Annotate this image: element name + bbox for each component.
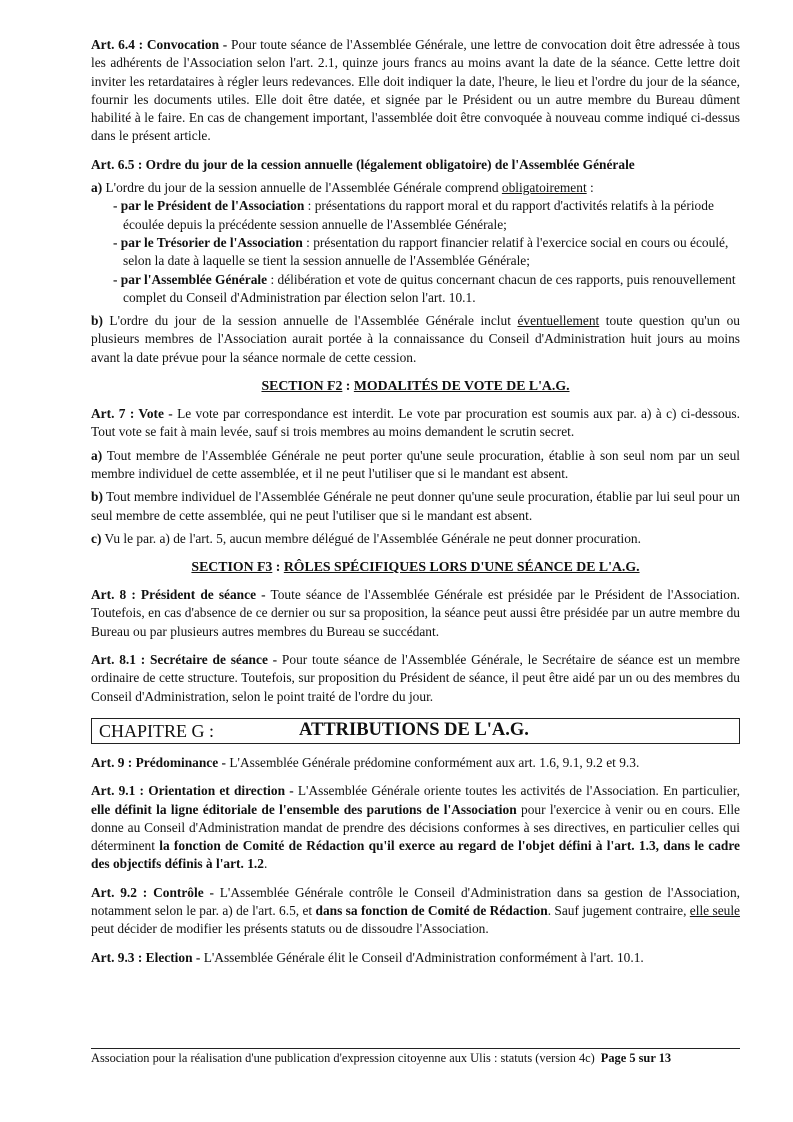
- article-9-2: [91, 884, 740, 939]
- section-label: SECTION F3: [191, 559, 273, 575]
- article-9-1: [91, 782, 740, 873]
- article-text: Pour toute séance de l'Assemblée Générale, le Secrétaire de séance est un membre ordinaire de cette structure. Toutefois, sur proposition du Président de séance, il peut être aidé par un ou des membres du Conseil d'Administration, selon le point traité de l'ordre du jour.: [91, 652, 740, 704]
- article-text: L'Assemblée Générale contrôle le Conseil d'Administration dans sa gestion de l'Association, notamment selon le par. a) de l'art. 6.5, et: [91, 884, 740, 918]
- article-heading: Art. 7 : Vote -: [91, 406, 173, 422]
- section-label: SECTION F2: [261, 378, 343, 394]
- page-footer: [91, 1048, 740, 1066]
- paragraph-text: L'ordre du jour de la session annuelle de l'Assemblée Générale comprend: [102, 180, 502, 196]
- article-7-b: [91, 488, 740, 525]
- section-f3-title: [91, 558, 740, 576]
- list-item-text: : présentation du rapport financier relatif à l'exercice social en cours ou écoulé, selon la date à laquelle se tient la session annuelle de l'Assemblée Générale;: [123, 234, 729, 269]
- article-heading: Art. 8.1 : Secrétaire de séance -: [91, 652, 278, 668]
- paragraph-text: Tout membre individuel de l'Assemblée Générale ne peut donner qu'une seule procuration, établie par lui seul pour un seul membre de cette assemblée, qui ne peut l'utiliser que si le mandant est absent.: [91, 489, 740, 523]
- article-8: [91, 586, 740, 641]
- list-item-heading: - par l'Assemblée Générale: [113, 271, 268, 287]
- paragraph-text: Tout membre de l'Assemblée Générale ne peut porter qu'une seule procuration, établie à son seul nom par un seul membre individuel de cette assemblée, et il ne peut l'utiliser que si le mandant est absent.: [91, 447, 740, 481]
- article-text: . Sauf jugement contraire,: [547, 902, 690, 918]
- footer-text: Association pour la réalisation d'une publication d'expression citoyenne aux Ulis : statuts (version 4c): [91, 1051, 595, 1065]
- article-text: .: [263, 856, 268, 872]
- section-name: RÔLES SPÉCIFIQUES LORS D'UNE SÉANCE DE L'A.G.: [283, 559, 640, 575]
- paragraph-text: L'ordre du jour de la session annuelle de l'Assemblée Générale inclut: [102, 313, 518, 329]
- article-9: [91, 754, 740, 772]
- chapter-label: CHAPITRE G :: [99, 720, 215, 741]
- list-item: [113, 234, 740, 271]
- article-heading: Art. 9.2 : Contrôle -: [91, 884, 214, 900]
- article-7: [91, 405, 740, 442]
- list-item-heading: - par le Président de l'Association: [113, 198, 305, 214]
- article-text: L'Assemblée Générale oriente toutes les activités de l'Association. En particulier,: [293, 783, 740, 799]
- article-8-1: [91, 651, 740, 706]
- article-heading: Art. 9 : Prédominance -: [91, 754, 226, 770]
- paragraph-label: b): [91, 489, 103, 505]
- article-7-c: [91, 530, 740, 548]
- article-6-4: [91, 36, 740, 146]
- underlined-text: elle seule: [689, 902, 740, 918]
- bold-text: dans sa fonction de Comité de Rédaction: [315, 902, 548, 918]
- article-text: L'Assemblée Générale élit le Conseil d'Administration conformément à l'art. 10.1.: [200, 949, 644, 965]
- paragraph-label: a): [91, 180, 103, 196]
- section-name: MODALITÉS DE VOTE DE L'A.G.: [353, 378, 570, 394]
- section-separator: :: [342, 378, 354, 394]
- article-6-5-a: [91, 179, 740, 197]
- list-item: [113, 271, 740, 308]
- bold-text: elle définit la ligne éditoriale de l'ensemble des parutions de l'Association: [91, 801, 517, 817]
- document-page: [91, 36, 740, 967]
- section-separator: :: [272, 559, 284, 575]
- paragraph-text: :: [586, 180, 594, 196]
- list-item-text: : délibération et vote de quitus concernant chacun de ces rapports, puis renouvellement complet du Conseil d'Administration par élection selon l'art. 10.1.: [123, 271, 736, 305]
- paragraph-text: Vu le par. a) de l'art. 5, aucun membre délégué de l'Assemblée Générale ne peut donner procuration.: [101, 530, 641, 546]
- underlined-text: obligatoirement: [501, 180, 587, 196]
- article-7-a: [91, 447, 740, 484]
- paragraph-label: a): [91, 447, 103, 463]
- agenda-list: [91, 197, 740, 307]
- list-item-heading: - par le Trésorier de l'Association: [113, 234, 303, 250]
- paragraph-label: c): [91, 530, 102, 546]
- article-text: Le vote par correspondance est interdit. Le vote par procuration est soumis aux par. a) à c) ci-dessous. Tout vote se fait à main levée, sauf si trois membres au moins demandent le scrutin secret.: [91, 406, 740, 440]
- article-heading: Art. 6.4 : Convocation -: [91, 37, 228, 52]
- article-6-5-b: [91, 312, 740, 367]
- article-heading: Art. 6.5 : Ordre du jour de la cession annuelle (légalement obligatoire) de l'Assemblée Générale: [91, 156, 635, 172]
- article-text: L'Assemblée Générale prédomine conformément aux art. 1.6, 9.1, 9.2 et 9.3.: [226, 754, 640, 770]
- article-text: Toute séance de l'Assemblée Générale est présidée par le Président de l'Association. Toutefois, en cas d'absence de ce dernier ou sur sa proposition, la séance peut aussi être présidée par un autre membre du Bureau ou par plusieurs autres membres du Bureau se succédant.: [91, 587, 740, 639]
- article-text: peut décider de modifier les présents statuts ou de dissoudre l'Association.: [91, 921, 489, 937]
- paragraph-text: toute question qu'un ou plusieurs membres de l'Association aurait portée à la connaissance du Conseil d'Administration huit jours au moins avant la date prévue pour la séance normale de cette cession.: [91, 313, 740, 365]
- article-heading: Art. 9.1 : Orientation et direction -: [91, 783, 294, 799]
- list-item-text: : présentations du rapport moral et du rapport d'activités relatifs à la période écoulée depuis la précédente session annuelle de l'Assemblée Générale;: [123, 198, 714, 232]
- article-text: Pour toute séance de l'Assemblée Générale, une lettre de convocation doit être adressée à tous les adhérents de l'Association selon l'art. 2.1, quinze jours francs au moins avant la date de la séance. Cette lettre doit inviter les retardataires à régler leurs redevances. Elle doit indiquer la date, l'heure, le lieu et l'ordre du jour de la séance, fournir les documents utiles. Elle doit être datée, et signée par le Président ou un autre membre du Bureau dûment habilité à le faire. En cas de changement important, l'assemblée doit être convoquée à nouveau comme indiqué ci-dessus dans le présent article.: [91, 37, 740, 144]
- article-heading: Art. 8 : Président de séance -: [91, 587, 266, 603]
- chapter-title: ATTRIBUTIONS DE L'A.G.: [299, 719, 529, 740]
- bold-text: la fonction de Comité de Rédaction qu'il exerce au regard de l'objet défini à l'art. 1.3, dans le cadre des objectifs définis à l'art. 1.2: [91, 838, 741, 872]
- article-heading: Art. 9.3 : Election -: [91, 949, 201, 965]
- page-number: Page 5 sur 13: [600, 1051, 672, 1065]
- section-f2-title: [91, 377, 740, 395]
- underlined-text: éventuellement: [517, 313, 600, 329]
- article-text: pour l'exercice à venir ou en cours. Elle donne au Conseil d'Administration mandat de prendre des décisions conformes à ses directives, en particulier celles qui déterminent: [91, 801, 740, 854]
- article-6-5-heading: [91, 156, 740, 174]
- paragraph-label: b): [91, 313, 103, 329]
- list-item: [113, 197, 740, 234]
- chapter-g-box: [91, 718, 740, 744]
- article-9-3: [91, 949, 740, 967]
